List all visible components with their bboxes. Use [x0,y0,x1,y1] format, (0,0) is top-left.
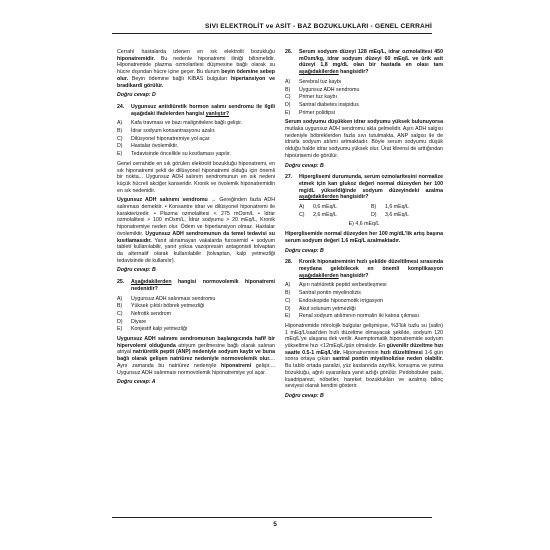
question-text-b: aşağıdakilerden [299,69,339,76]
option [299,204,371,211]
option-letter: E) [285,313,291,320]
option-letter: E) [348,221,354,228]
question-text-a: Kronik hiponatreminin hızlı şekilde düzeltilmesi sırasında meydana gelebilecek en önemli komplikasyon [299,259,443,272]
intro-text-6: hipertansiyon ve bradikardi görülür. [117,75,275,89]
option [117,319,275,326]
explanation-24-a: Genel cerrahide en sık görülen elektrolit bozukluğu hiponatremi, en sık hiponatremi şekli de dilüsyonel hiponatremi olduğu için önemli bir nokta... Uygunsuz ADH salınım sendromunun en sık nedeni küçük hücreli akciğer kanseridir. Kronik ve övolemik hiponatremidin en sık nedenidir. [117,160,275,194]
question-text-b: aşağıdakilerden [299,272,339,279]
question-25 [117,279,275,292]
answer-25: Doğru cevap: A [117,379,156,386]
page-number: 5 [273,521,277,528]
option-letter: D) [117,318,123,325]
exp-text: Serum sodyumu düşükken idrar sodyumu yüksek bulunuyorsa [285,119,443,126]
option-text: Kafa travması ve bazı malignitelere bağlı gelişir. [131,120,243,127]
exp-text: ... Aynı zamanda bu natriürez nedeniyle [117,356,275,369]
option [285,102,443,109]
question-number: 24. [117,103,125,110]
option-letter: D) [117,143,123,150]
answer-28: Doğru cevap: B [285,392,324,399]
option [285,94,443,101]
answer-prev: Doğru cevap: D [117,92,156,99]
option-letter: B) [285,86,291,93]
option [299,212,371,219]
intro-text-4: beyin ödemine sebep olur. [117,69,275,82]
option-text: 4,6 mEq/L [355,221,380,228]
option [285,87,443,94]
option-text: İdrar sodyum konsantrasyonu azalır. [131,128,216,135]
option-letter: C) [285,297,291,304]
exp-text: Bu tablo ortada paralizi, yüz kaslarında zayıflık, konuşma ve yutma bozukluğu, ağrılı uyaranlara yanıt azlığı görülür. Pedobobuler palsi, kuadriparezi, nöbetler, hareket bozuklukları ve azalmış bilinç seviyesi olarak kendini gösterir. [285,363,443,390]
question-text-a: Uygunsuz antidiüretik hormon salımı sendromu ile ilgili aşağıdaki ifadelerden hangisi [131,103,275,117]
option-text: Aşırı natriüretik peptid serbestleşmesi [299,282,387,289]
option-text: Yüksek çıktılı böbrek yetmezliği [131,303,205,310]
option-letter: E) [117,151,123,158]
option-text: 2,6 mEq/L [313,211,337,218]
option-letter: A) [299,204,305,211]
exp-text: natriüretik peptit (ANP) nedeniyle sodyum kaybı ve buna bağlı olarak gelişen natriürez nedeniyle normovolemik olur. [117,349,275,363]
option-letter: E) [285,109,291,116]
option [285,298,443,305]
explanation-26 [285,119,443,159]
exp-text: hiponatremi [221,362,252,369]
option [371,204,443,211]
option [117,128,275,135]
explanation-27: Hiperglisemide normal düzeyden her 100 mg/dL'lik artış başına serum sodyum değeri 1.6 mEq/L azalmaktadır. [285,231,443,244]
option-text: Nefrotik sendrom [131,310,171,317]
exp-text: 1-6 gün sonra ortaya çıkan [285,349,444,363]
option [285,306,443,313]
question-text-c: hangisidir? [338,272,369,279]
option-letter: E) [117,326,123,333]
exp-text: güvenilir düzeltme hızı saatte 0.5-1 mEq/L'dir. [285,343,443,356]
option [117,120,275,127]
option [285,110,443,117]
option-letter: C) [285,94,291,101]
option-text: Serebral tuz kaybı [299,78,342,85]
option-letter: B) [117,303,123,310]
exp-text: Uygunsuz ADH salınımı sendromu [117,197,208,204]
option [285,282,443,289]
explanation-24-b [117,197,275,264]
question-number: 25. [117,279,125,286]
option [117,143,275,150]
option-text: Diyare [131,318,147,325]
question-number: 26. [285,49,293,55]
exp-text: santral pontin miyelinolizise neden olabilir. [332,356,443,363]
header-rule [112,33,432,34]
exp-text: Hiponatremide nörolojik bulgular gelişmişse, %3'lük tuzlu su (salin) 1 mEq/L/saat'den hızlı düzeltme olmayacak şekilde, sodyum 120 mEq/L'ye ulaşana dek verilir. Asemptomatik hiponatremide sodyum yükseltme hızı <12mEq/L/gün olmalıdır. En [285,322,443,350]
option-text: Primer tuz kaybı [299,94,337,101]
question-text [131,279,275,292]
option-letter: D) [371,211,377,218]
question-27 [285,174,443,201]
option [285,79,443,86]
question-text-a: Aşağıdakilerden [131,279,172,286]
option-text: Tedavisinde öncelikle su kısıtlaması yapılır. [131,151,232,158]
options-26 [285,79,443,117]
question-text-b: yanlıştır? [205,110,230,117]
intro-paragraph [117,49,275,89]
option [117,136,275,143]
question-26 [285,49,443,76]
option-letter: C) [117,135,123,142]
option-letter: C) [299,211,305,218]
option-letter: B) [371,204,377,211]
option-letter: A) [285,78,291,85]
question-text [299,49,443,76]
option-text: 1,6 mEq/L [385,204,409,211]
question-24 [117,104,275,117]
option-letter: D) [285,101,291,108]
option-letter: B) [285,290,291,297]
option [117,296,275,303]
option-text: Renal sodyum atılımının normalin iki katına çıkması [299,313,419,320]
exp-text: Uygunsuz ADH salınımı sendromunun başlangıcında hafif bir hipervolemi olduğunda [117,336,275,349]
option-text: Uygunsuz ADH sendromu [299,86,360,93]
options-28 [285,282,443,320]
intro-text-2: hiponatremidir. [117,55,155,62]
question-text-b: hangisi normovolemik hiponatremi nedenidir? [131,279,275,292]
option-text: Endoskopide hipoozmotik irrigasyon [299,297,384,304]
exp-text: Uygunsuz ADH sendromunun da temel tedavisi su kısıtlamasıdır. [117,230,275,244]
exp-text: Hiponatreminin [341,349,381,356]
option-text: 3,6 mEq/L [385,211,409,218]
option-text: Primer polidipsi [299,109,335,116]
option [117,326,275,333]
exp-text: gelişir.... Uygunsuz ADH salınması normovolemik hiponatremiye yol açar. [117,362,276,376]
question-text [131,104,275,117]
exp-text: mutlaka uygunsuz ADH sendromu akla gelmelidir. Aşırı ADH salgısı nedeniyle böbreklerden fazla sıvı tutulmakta, ANP salgısı ile de idrarla sodyum atılımı artmaktadır. Böyle serum sodyumu düşük olduğu halde idrar sodyumu yüksek olur. Ürat klirensi de arttığından hipoürisemi de görülür. [285,126,443,159]
question-text-c: hangisidir? [338,69,369,76]
option [285,313,443,320]
option-letter: A) [117,120,123,127]
intro-text-1: Cerrahi hastalarda izlenen en sık elektrolit bozukluğu [117,49,275,55]
option-letter: C) [117,310,123,317]
exp-text: atriyum gerilmesine bağlı olarak salınan atriyal [117,342,275,356]
explanation-25 [117,336,275,376]
option-text: Hastalar övolemiktir. [131,143,179,150]
option-text: Uygunsuz ADH salınması sendromu [131,295,216,302]
question-text-c: hangisidir? [338,194,369,201]
option-text: Santral pontin miyelinolizis [299,290,361,297]
option-text: Dilüsyonel hiponatremiye yol açar [131,135,210,142]
question-text-a: Hiperglisemi durumunda, serum ozmolaritesini normalize etmek için kan glukoz değeri normal düzeyden her 100 mg/dL yükseldiğinde sodyum düzeyindeki azalma [299,174,443,194]
exp-text: Yanıt alınamayan vakalarda furosemid + sodyum tableti kullanılabilir, yanıt yoksa vazopressin antagonisti tolvaptan da alternatif olarak kullanılabilir (tolvaptan, kalp yetmezliği tedavisinde de kullanılır). [117,237,275,264]
option [371,212,443,219]
option-letter: A) [117,295,123,302]
question-28 [285,259,443,279]
options-25 [117,296,275,334]
options-27 [299,204,443,219]
answer-27: Doğru cevap: B [285,247,324,254]
question-text [299,259,443,279]
explanation-28 [285,323,443,390]
exp-text: Gereğinden fazla ADH salınması demektir. • Konsantre idrar ve dilüsyonel hiponatremi ile karakterizedir. • Plazma ozmolalitesi < 275 mOsm/L • İdrar ozmolalitesi > 100 mOsm/L, İdrar sodyumu > 20 mEq/L, Kronik hiponatremiye neden olur. Ödem ve hipertansiyon olmaz. Hastalar övolemiktir. [117,197,275,237]
question-text [299,174,443,201]
exp-text: → [207,197,220,204]
question-number: 27. [285,174,293,181]
answer-26: Doğru cevap: B [285,162,324,169]
option-letter: B) [117,128,123,135]
option-text: Akut solunum yetmezliği [299,305,356,312]
question-text-b: aşağıdakilerden [299,194,339,201]
running-header: SIVI ELEKTROLİT ve ASİT - BAZ BOZUKLUKLARI - GENEL CERRAHİ [204,23,432,30]
footer-rule [112,517,432,518]
intro-text-5: Beyin ödemine bağlı KİBAS bulguları [128,75,231,82]
answer-24: Doğru cevap: B [117,267,156,274]
option [285,290,443,297]
option-letter: A) [285,282,291,289]
intro-text-3: Bu nedenle hiponatremi iliniği bilinmelidir. Hiponatremide plazma ozmolaritesi düşmesine bağlı olarak su hücre dışından hücre içine geçer. Bu durum [117,55,275,76]
option [117,311,275,318]
option-text: 0,6 mEq/L [313,204,337,211]
question-number: 28. [285,259,293,266]
option-text: Santral diabetes insipidus [299,101,359,108]
right-column [285,49,443,405]
option [117,151,275,158]
options-24 [117,120,275,158]
exp-text: hızlı düzeltilmesi [380,349,423,356]
option-letter: D) [285,305,291,312]
option-27-e [285,221,443,228]
option-text: Konjestif kalp yetmezliği [131,326,188,333]
left-column [117,49,275,391]
option [117,303,275,310]
question-text-a: Serum sodyum düzeyi 128 mEq/L, idrar ozmolalitesi 450 mOsm/kg, idrar sodyum düzeyi 60 mEq/L ve ürik asit düzeyi 1,8 mg/dL olan bir hastada en olası tanı [299,49,443,69]
